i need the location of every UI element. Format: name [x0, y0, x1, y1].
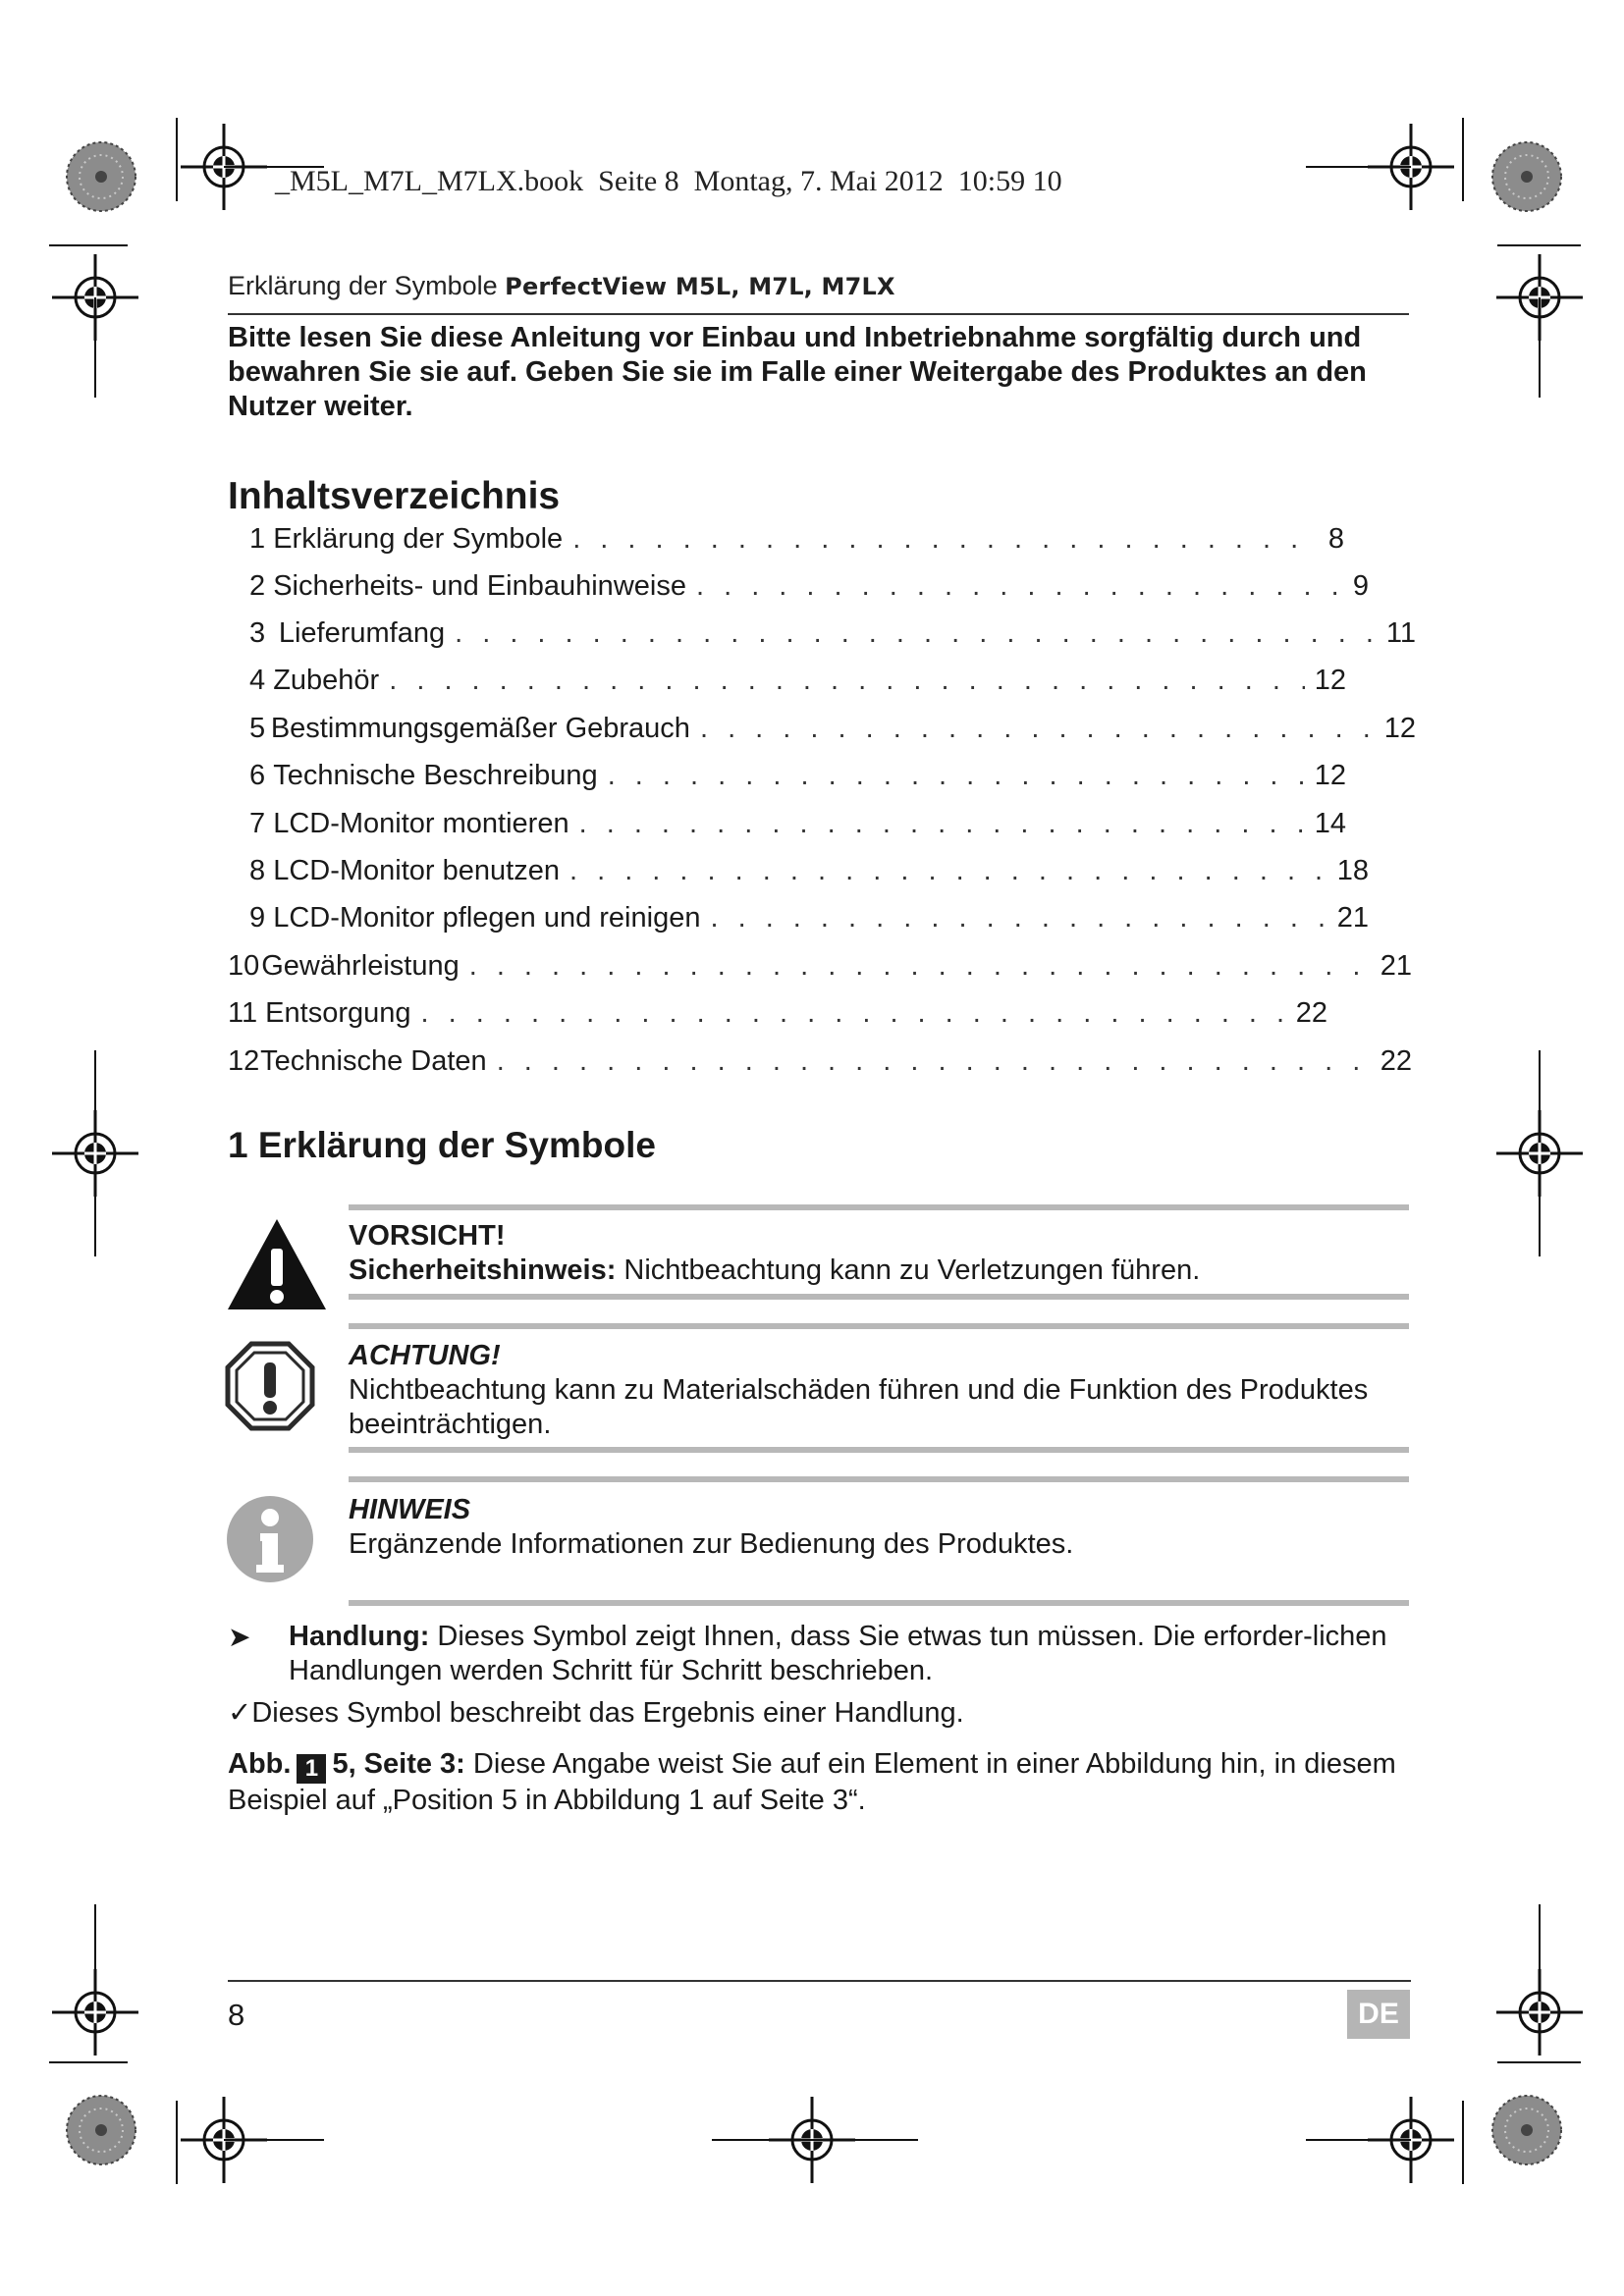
section-title: 1 Erklärung der Symbole: [228, 1125, 656, 1165]
running-header-brand: PerfectView M5L, M7L, M7LX: [505, 273, 895, 300]
toc-entry-label: Lieferumfang: [278, 617, 446, 649]
star-target-icon: [1492, 2096, 1561, 2164]
warning-triangle-icon: [226, 1217, 328, 1311]
toc-entry-page: 18: [1336, 855, 1369, 886]
figure-reference: [228, 1747, 1411, 1818]
toc-entry-num: 10: [228, 950, 260, 982]
notice-bar: [349, 1204, 1409, 1210]
toc-entry-num: 4: [249, 665, 266, 696]
notice-bar: [349, 1447, 1409, 1453]
toc-entry-page: 22: [1295, 997, 1327, 1029]
toc-entry-label: Technische Daten: [260, 1045, 487, 1077]
toc-entry-num: 8: [249, 855, 266, 886]
toc-entry-label: Entsorgung: [265, 997, 411, 1029]
toc-entry[interactable]: [249, 617, 1416, 657]
notice-bar: [349, 1476, 1409, 1482]
toc-entry-num: 2: [249, 570, 266, 602]
step-arrow-icon: ➤: [228, 1622, 251, 1652]
star-target-icon: [1492, 142, 1561, 211]
figure-number-box: 1: [297, 1754, 326, 1784]
toc-leader: [710, 902, 1326, 934]
toc-entry-num: 7: [249, 808, 266, 839]
toc-leader: [469, 950, 1371, 983]
toc-entry[interactable]: [249, 665, 1346, 704]
footer-rule: [228, 1980, 1411, 1982]
attention-text: Nichtbeachtung kann zu Materialschäden führen und die Funktion des Produktes beeinträchtigen.: [349, 1374, 1369, 1440]
toc-entry-label: Erklärung der Symbole: [273, 523, 564, 555]
toc-entry[interactable]: [249, 570, 1369, 610]
toc-entry-num: 3: [249, 617, 266, 649]
page-number: 8: [228, 1998, 245, 2032]
toc-entry-num: 12: [228, 1045, 260, 1077]
note-heading: HINWEIS: [349, 1494, 471, 1525]
toc-entry[interactable]: [249, 760, 1346, 799]
toc-entry-num: 11: [228, 997, 258, 1029]
toc-entry-num: 1: [249, 523, 266, 555]
toc-leader: [696, 570, 1343, 603]
toc-entry-page: 12: [1383, 713, 1416, 744]
toc-entry-label: LCD-Monitor benutzen: [273, 855, 560, 886]
attention-octagon-icon: [225, 1341, 315, 1431]
toc-entry-label: Sicherheits- und Einbauhinweise: [273, 570, 686, 602]
figure-ref-text: Diese Angabe weist Sie auf ein Element in einer Abbildung hin, in diesem Beispiel auf „Position 5 in Abbildung 1 auf Seite 3“.: [228, 1748, 1396, 1816]
toc-leader: [572, 523, 1319, 556]
info-icon: [225, 1494, 315, 1584]
toc-entry-label: Zubehör: [273, 665, 380, 696]
toc-entry-label: LCD-Monitor montieren: [273, 808, 569, 839]
result-line: [228, 1695, 964, 1730]
figure-abb: Abb.: [228, 1748, 292, 1780]
toc-entry-page: 22: [1380, 1045, 1412, 1077]
toc-entry[interactable]: [249, 902, 1369, 941]
toc-entry[interactable]: [228, 1045, 1412, 1085]
running-header-text: Erklärung der Symbole: [228, 271, 498, 300]
star-target-icon: [67, 2096, 135, 2164]
caution-text: Nichtbeachtung kann zu Verletzungen führen.: [623, 1255, 1201, 1286]
toc-entry-page: 12: [1314, 760, 1346, 791]
toc-entry[interactable]: [228, 997, 1327, 1037]
note-notice: [349, 1493, 1409, 1562]
figure-position: 5, Seite 3:: [332, 1748, 465, 1780]
toc-leader: [700, 713, 1375, 745]
toc-entry-num: 5: [249, 713, 266, 744]
toc-leader: [579, 808, 1305, 840]
toc-leader: [569, 855, 1327, 887]
language-badge: DE: [1347, 1990, 1410, 2039]
toc-entry-label: Bestimmungsgemäßer Gebrauch: [270, 713, 690, 744]
notice-bar: [349, 1323, 1409, 1329]
running-header: [228, 271, 895, 301]
toc-entry[interactable]: [249, 523, 1344, 562]
notice-bar: [349, 1294, 1409, 1300]
note-text: Ergänzende Informationen zur Bedienung des Produktes.: [349, 1528, 1074, 1560]
toc-entry-page: 12: [1314, 665, 1346, 696]
toc-entry-label: LCD-Monitor pflegen und reinigen: [273, 902, 701, 934]
star-target-icon: [67, 142, 135, 211]
toc-leader: [497, 1045, 1371, 1078]
toc-entry-page: 11: [1385, 617, 1416, 649]
toc-entry[interactable]: [228, 950, 1412, 989]
toc-entry-page: 14: [1314, 808, 1346, 839]
toc-entry-num: 9: [249, 902, 266, 934]
toc-title: Inhaltsverzeichnis: [228, 475, 561, 517]
toc-entry-page: 21: [1380, 950, 1412, 982]
caution-heading: VORSICHT!: [349, 1220, 506, 1252]
caution-label: Sicherheitshinweis:: [349, 1255, 617, 1286]
toc-leader: [455, 617, 1377, 650]
toc-entry-num: 6: [249, 760, 266, 791]
checkmark-icon: ✓: [228, 1697, 252, 1729]
attention-heading: ACHTUNG!: [349, 1340, 501, 1371]
toc-entry-label: Technische Beschreibung: [273, 760, 598, 791]
attention-notice: [349, 1339, 1409, 1442]
step-label: Handlung:: [289, 1621, 430, 1652]
toc-leader: [608, 760, 1305, 792]
notice-bar: [349, 1600, 1409, 1606]
toc-entry-page: 8: [1327, 523, 1344, 555]
step-instruction: [228, 1620, 1411, 1688]
toc-leader: [389, 665, 1305, 697]
result-text: Dieses Symbol beschreibt das Ergebnis einer Handlung.: [251, 1697, 964, 1729]
toc-entry-label: Gewährleistung: [261, 950, 460, 982]
intro-paragraph: Bitte lesen Sie diese Anleitung vor Einbau und Inbetriebnahme sorgfältig durch und bewahren Sie sie auf. Geben Sie sie im Falle einer Weitergabe des Produktes an den Nutzer weiter.: [228, 322, 1367, 422]
step-text: Dieses Symbol zeigt Ihnen, dass Sie etwas tun müssen. Die erforder-lichen Handlungen werden Schritt für Schritt beschrieben.: [289, 1621, 1387, 1686]
toc-entry-page: 9: [1352, 570, 1369, 602]
toc-entry-page: 21: [1336, 902, 1369, 934]
toc-leader: [421, 997, 1286, 1030]
header-rule: [228, 313, 1409, 315]
book-info-line: _M5L_M7L_M7LX.book Seite 8 Montag, 7. Mai 2012 10:59 10: [275, 165, 1062, 197]
caution-notice: [349, 1219, 1409, 1288]
toc-entry[interactable]: [249, 855, 1369, 894]
toc-entry[interactable]: [249, 808, 1346, 847]
toc-entry[interactable]: [249, 713, 1416, 752]
